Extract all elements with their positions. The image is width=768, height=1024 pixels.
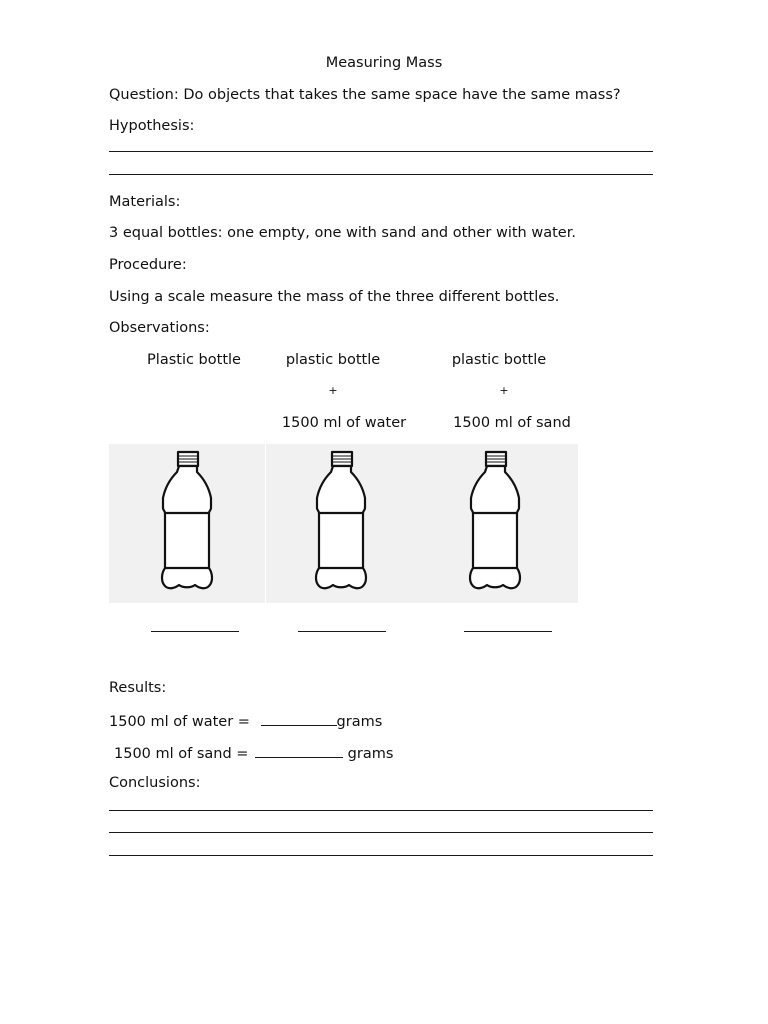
conclusions-answer-line-1[interactable] bbox=[109, 810, 653, 811]
procedure-label: Procedure: bbox=[109, 257, 187, 273]
results-sand-unit: grams bbox=[347, 746, 394, 762]
column-2-heading: plastic bottle bbox=[285, 352, 381, 368]
conclusions-answer-line-2[interactable] bbox=[109, 832, 653, 833]
column-3-contents: 1500 ml of sand bbox=[453, 415, 571, 431]
bottle-2-mass-blank[interactable] bbox=[298, 631, 386, 632]
materials-text: 3 equal bottles: one empty, one with sand and other with water. bbox=[109, 225, 576, 241]
column-2-contents: 1500 ml of water bbox=[281, 415, 407, 431]
bottle-image-3 bbox=[422, 444, 578, 603]
results-water-row bbox=[109, 711, 382, 731]
hypothesis-answer-line-1[interactable] bbox=[109, 151, 653, 152]
water-mass-blank[interactable] bbox=[261, 711, 337, 726]
column-2-plus: + bbox=[328, 384, 338, 397]
bottle-image-1 bbox=[109, 444, 265, 603]
column-1-heading: Plastic bottle bbox=[147, 352, 241, 368]
bottle-image-2 bbox=[266, 444, 422, 603]
hypothesis-answer-line-2[interactable] bbox=[109, 174, 653, 175]
bottle-1-mass-blank[interactable] bbox=[151, 631, 239, 632]
observations-label: Observations: bbox=[109, 320, 210, 336]
conclusions-label: Conclusions: bbox=[109, 775, 201, 791]
bottle-icon bbox=[422, 444, 578, 603]
results-label: Results: bbox=[109, 680, 167, 696]
page-title: Measuring Mass bbox=[325, 55, 443, 71]
bottle-3-mass-blank[interactable] bbox=[464, 631, 552, 632]
question-text: Question: Do objects that takes the same space have the same mass? bbox=[109, 87, 621, 103]
hypothesis-label: Hypothesis: bbox=[109, 118, 195, 134]
column-3-heading: plastic bottle bbox=[451, 352, 547, 368]
bottle-icon bbox=[109, 444, 265, 603]
conclusions-answer-line-3[interactable] bbox=[109, 855, 653, 856]
procedure-text: Using a scale measure the mass of the three different bottles. bbox=[109, 289, 560, 305]
results-water-unit: grams bbox=[336, 714, 383, 730]
results-sand-row bbox=[114, 743, 393, 763]
bottle-icon bbox=[266, 444, 422, 603]
column-3-plus: + bbox=[499, 384, 509, 397]
results-sand-label: 1500 ml of sand = bbox=[114, 746, 249, 762]
results-water-label: 1500 ml of water = bbox=[109, 714, 250, 730]
materials-label: Materials: bbox=[109, 194, 181, 210]
sand-mass-blank[interactable] bbox=[255, 743, 343, 758]
